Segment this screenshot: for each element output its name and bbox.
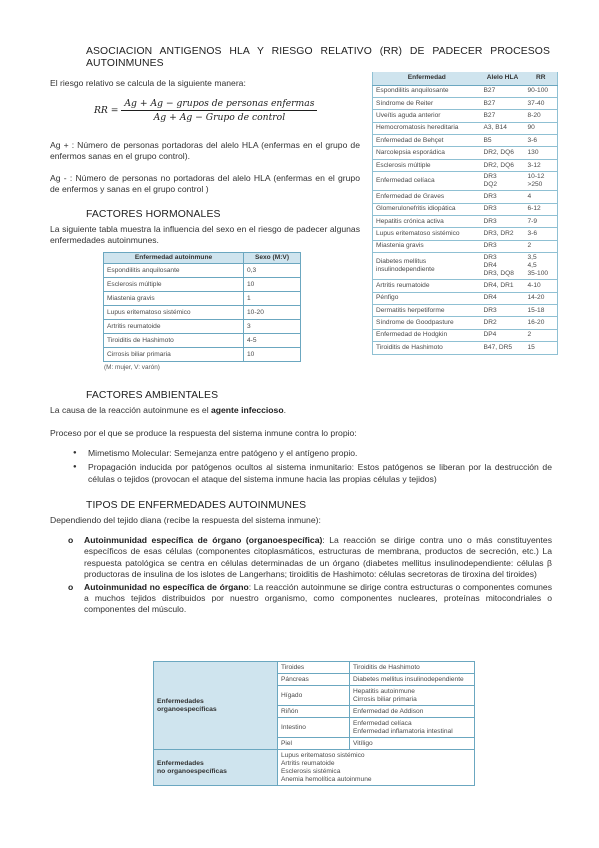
tipos-intro: Dependiendo del tejido diana (recibe la respuesta del sistema inmune): — [50, 515, 321, 525]
sex-table-header: Sexo (M:V) — [244, 253, 301, 264]
rr-cell: 16-20 — [525, 317, 558, 329]
ambiental-bullets — [68, 448, 552, 485]
table-row — [373, 85, 558, 97]
table-row — [373, 216, 558, 228]
table-row — [104, 264, 301, 278]
disease-cell: Tiroiditis de Hashimoto — [373, 342, 481, 354]
disease-cell: Enfermedad de Hodgkin — [373, 329, 481, 341]
hla-rr-table — [372, 72, 558, 355]
tipo-organoespecifica-text: : La reacción se dirige contra uno o más constituyentes específicos de esas células (componentes citoplasmáticos, estructuras de membrana, productos de secreción, etc.) La respuesta patológica se centra en células determinadas de un órgano (diabetes mellitus insulinodependiente: células β productoras de insulina de los islotes de Langerhans; tiroiditis de Hashimoto: células secretoras de tiroxina del tiroides) — [84, 535, 553, 580]
hla-allele-cell: DR3 — [481, 240, 525, 252]
hormonal-text: La siguiente tabla muestra la influencia del sexo en el riesgo de padecer algunas enfermedades autoinmunes. — [50, 224, 360, 246]
rr-cell: 130 — [525, 147, 558, 159]
sex-ratio-cell: 10 — [244, 278, 301, 292]
disease-cell: Esclerosis múltiple — [104, 278, 244, 292]
disease-cell: Uveítis aguda anterior — [373, 110, 481, 122]
tipo-organoespecifica-title: Autoinmunidad específica de órgano (organoespecífica) — [84, 535, 323, 545]
definition-ag-plus: Ag + : Número de personas portadoras del alelo HLA (enfermas en el grupo de enfermos sanas en el grupo control). — [50, 140, 360, 162]
sex-ratio-cell: 4-5 — [244, 334, 301, 348]
table-row — [373, 135, 558, 147]
table-row — [373, 147, 558, 159]
tipos-list — [64, 535, 552, 616]
disease-cell: Enfermedad de Behçet — [373, 135, 481, 147]
formula-lhs: RR = — [94, 105, 119, 116]
organ-cell: Tiroides — [278, 662, 350, 674]
rr-cell: 37-40 — [525, 97, 558, 109]
disease-cell: Lupus eritematoso sistémico — [373, 228, 481, 240]
sex-ratio-cell: 0,3 — [244, 264, 301, 278]
disease-cell: Tiroiditis de Hashimoto — [104, 334, 244, 348]
disease-cell: Diabetes mellitus insulinodependiente — [373, 253, 481, 280]
formula-fraction — [121, 98, 317, 123]
table-row — [104, 320, 301, 334]
organ-cell: Intestino — [278, 718, 350, 738]
disease-cell: Síndrome de Reiter — [373, 97, 481, 109]
sex-ratio-cell: 3 — [244, 320, 301, 334]
tipo-no-organoespecifica-text: : La reacción autoinmune se dirige contra estructuras o componentes comunes a muchos tejidos distribuidos por nuestro organismo, como componentes nucleares, proteínas mitocondriales o componentes del músculo. — [84, 581, 553, 615]
sex-ratio-cell: 1 — [244, 292, 301, 306]
hla-allele-cell: DR2 — [481, 317, 525, 329]
hla-allele-cell: B47, DR5 — [481, 342, 525, 354]
rr-cell: 7-9 — [525, 216, 558, 228]
table-row — [104, 348, 301, 362]
no-organoespecificas-label: Enfermedades no organoespecíficas — [154, 750, 278, 786]
disease-cell: Narcolepsia esporádica — [373, 147, 481, 159]
hla-table-header: RR — [525, 72, 558, 85]
table-row — [373, 304, 558, 316]
disease-cell: Tiroiditis de Hashimoto — [350, 662, 475, 674]
hla-allele-cell: B27 — [481, 97, 525, 109]
tipo-no-organoespecifica-title: Autoinmunidad no específica de órgano — [84, 581, 249, 592]
hla-allele-cell: A3, B14 — [481, 122, 525, 134]
definition-ag-minus: Ag - : Número de personas no portadoras del alelo HLA (enfermas en el grupo de enfermos y sanas en el grupo control ) — [50, 173, 360, 195]
table-row — [373, 253, 558, 280]
rr-cell: 8-20 — [525, 110, 558, 122]
table-row — [373, 191, 558, 203]
list-item: ● Propagación inducida por patógenos ocultos al sistema inmunitario: Estos patógenos se liberan por la destrucción de células o tejidos (provocan el ataque del sistema inmune hacia las propias células y tejidos) — [68, 462, 552, 485]
table-row — [154, 750, 475, 786]
table-row — [373, 203, 558, 215]
organ-cell: Páncreas — [278, 674, 350, 686]
disease-cell: Enfermedad de Addison — [350, 706, 475, 718]
ambiental-text-pre: La causa de la reacción autoinmune es el — [50, 405, 211, 415]
rr-cell: 90-100 — [525, 85, 558, 97]
proceso-text: Proceso por el que se produce la respuesta del sistema inmune contra lo propio: — [50, 428, 357, 438]
disease-cell: Espondilitis anquilosante — [104, 264, 244, 278]
hla-allele-cell: B5 — [481, 135, 525, 147]
organoespecificas-label: Enfermedades organoespecíficas — [154, 662, 278, 750]
disease-cell: Esclerosis múltiple — [373, 159, 481, 171]
hla-allele-cell: DR3, DR2 — [481, 228, 525, 240]
hla-table-header: Alelo HLA — [481, 72, 525, 85]
rr-cell: 2 — [525, 329, 558, 341]
table-row — [373, 97, 558, 109]
hla-allele-cell: DR3 — [481, 304, 525, 316]
rr-cell: 3-12 — [525, 159, 558, 171]
disease-cell: Miastenia gravis — [373, 240, 481, 252]
classification-table — [153, 661, 475, 786]
rr-cell: 10-12 >250 — [525, 172, 558, 191]
table-row — [104, 334, 301, 348]
hla-allele-cell: DR3 — [481, 191, 525, 203]
table-row — [373, 122, 558, 134]
disease-cell: Hemocromatosis hereditaria — [373, 122, 481, 134]
disease-cell: Vitíligo — [350, 738, 475, 750]
intro-text: El riesgo relativo se calcula de la siguiente manera: — [50, 78, 246, 88]
disease-cell: Enfermedad celíaca — [373, 172, 481, 191]
sex-table-header: Enfermedad autoinmune — [104, 253, 244, 264]
page-title-line2: AUTOINMUNES — [86, 58, 164, 69]
disease-cell: Diabetes mellitus insulinodependiente — [350, 674, 475, 686]
rr-formula — [94, 98, 317, 123]
sex-table-note: (M: mujer, V: varón) — [104, 364, 160, 371]
hla-allele-cell: DR4, DR1 — [481, 280, 525, 292]
disease-cell: Enfermedad celíaca Enfermedad inflamatoria intestinal — [350, 718, 475, 738]
list-item — [64, 535, 552, 581]
table-row — [373, 159, 558, 171]
heading-ambientales: FACTORES AMBIENTALES — [86, 390, 219, 401]
no-organoespecificas-list: Lupus eritematoso sistémico Artritis reumatoide Esclerosis sistémica Anemia hemolítica autoinmune — [278, 750, 475, 786]
organ-cell: Piel — [278, 738, 350, 750]
disease-cell: Lupus eritematoso sistémico — [104, 306, 244, 320]
rr-cell: 15 — [525, 342, 558, 354]
heading-tipos: TIPOS DE ENFERMEDADES AUTOINMUNES — [86, 500, 307, 511]
disease-cell: Hepatitis autoinmune Cirrosis biliar primaria — [350, 686, 475, 706]
table-row — [104, 292, 301, 306]
formula-denominator: Ag + Ag − Grupo de control — [153, 112, 286, 123]
sex-ratio-cell: 10-20 — [244, 306, 301, 320]
list-item: ● Mimetismo Molecular: Semejanza entre patógeno y el antígeno propio. — [68, 448, 552, 459]
hla-allele-cell: DR3 — [481, 216, 525, 228]
hla-table-header: Enfermedad — [373, 72, 481, 85]
rr-cell: 90 — [525, 122, 558, 134]
rr-cell: 3,5 4,5 35-100 — [525, 253, 558, 280]
page-title: ASOCIACION ANTIGENOS HLA Y RIESGO RELATIVO (RR) DE PADECER PROCESOS — [86, 46, 550, 57]
organ-cell: Riñón — [278, 706, 350, 718]
table-row — [154, 662, 475, 674]
disease-cell: Artritis reumatoide — [104, 320, 244, 334]
hla-allele-cell: DR4 — [481, 292, 525, 304]
organ-cell: Hígado — [278, 686, 350, 706]
table-row — [373, 280, 558, 292]
disease-cell: Hepatitis crónica activa — [373, 216, 481, 228]
table-row — [373, 342, 558, 354]
ambiental-text-bold: agente infeccioso — [211, 405, 284, 415]
table-row — [373, 240, 558, 252]
disease-cell: Pénfigo — [373, 292, 481, 304]
disease-cell: Artritis reumatoide — [373, 280, 481, 292]
table-row — [373, 110, 558, 122]
sex-table — [103, 252, 301, 362]
disease-cell: Enfermedad de Graves — [373, 191, 481, 203]
rr-cell: 4 — [525, 191, 558, 203]
list-item — [64, 582, 552, 616]
table-row — [373, 228, 558, 240]
hla-allele-cell: DR3 DR4 DR3, DQ8 — [481, 253, 525, 280]
table-row — [373, 329, 558, 341]
hla-allele-cell: DR2, DQ6 — [481, 147, 525, 159]
hla-allele-cell: B27 — [481, 85, 525, 97]
table-row — [104, 306, 301, 320]
disease-cell: Glomerulonefritis idiopática — [373, 203, 481, 215]
ambiental-text-post: . — [283, 405, 286, 415]
disease-cell: Cirrosis biliar primaria — [104, 348, 244, 362]
hla-allele-cell: B27 — [481, 110, 525, 122]
ambiental-text — [50, 405, 286, 416]
formula-numerator: Ag + Ag − grupos de personas enfermas — [121, 98, 317, 111]
rr-cell: 14-20 — [525, 292, 558, 304]
disease-cell: Síndrome de Goodpasture — [373, 317, 481, 329]
rr-cell: 2 — [525, 240, 558, 252]
table-row — [373, 172, 558, 191]
disease-cell: Dermatitis herpetiforme — [373, 304, 481, 316]
hla-allele-cell: DP4 — [481, 329, 525, 341]
rr-cell: 3-6 — [525, 228, 558, 240]
disease-cell: Espondilitis anquilosante — [373, 85, 481, 97]
sex-ratio-cell: 10 — [244, 348, 301, 362]
rr-cell: 6-12 — [525, 203, 558, 215]
table-row — [104, 278, 301, 292]
table-row — [373, 292, 558, 304]
disease-cell: Miastenia gravis — [104, 292, 244, 306]
rr-cell: 4-10 — [525, 280, 558, 292]
hla-allele-cell: DR3 — [481, 203, 525, 215]
heading-hormonales: FACTORES HORMONALES — [86, 209, 221, 220]
rr-cell: 15-18 — [525, 304, 558, 316]
table-row — [373, 317, 558, 329]
hla-allele-cell: DR3 DQ2 — [481, 172, 525, 191]
rr-cell: 3-6 — [525, 135, 558, 147]
hla-allele-cell: DR2, DQ6 — [481, 159, 525, 171]
